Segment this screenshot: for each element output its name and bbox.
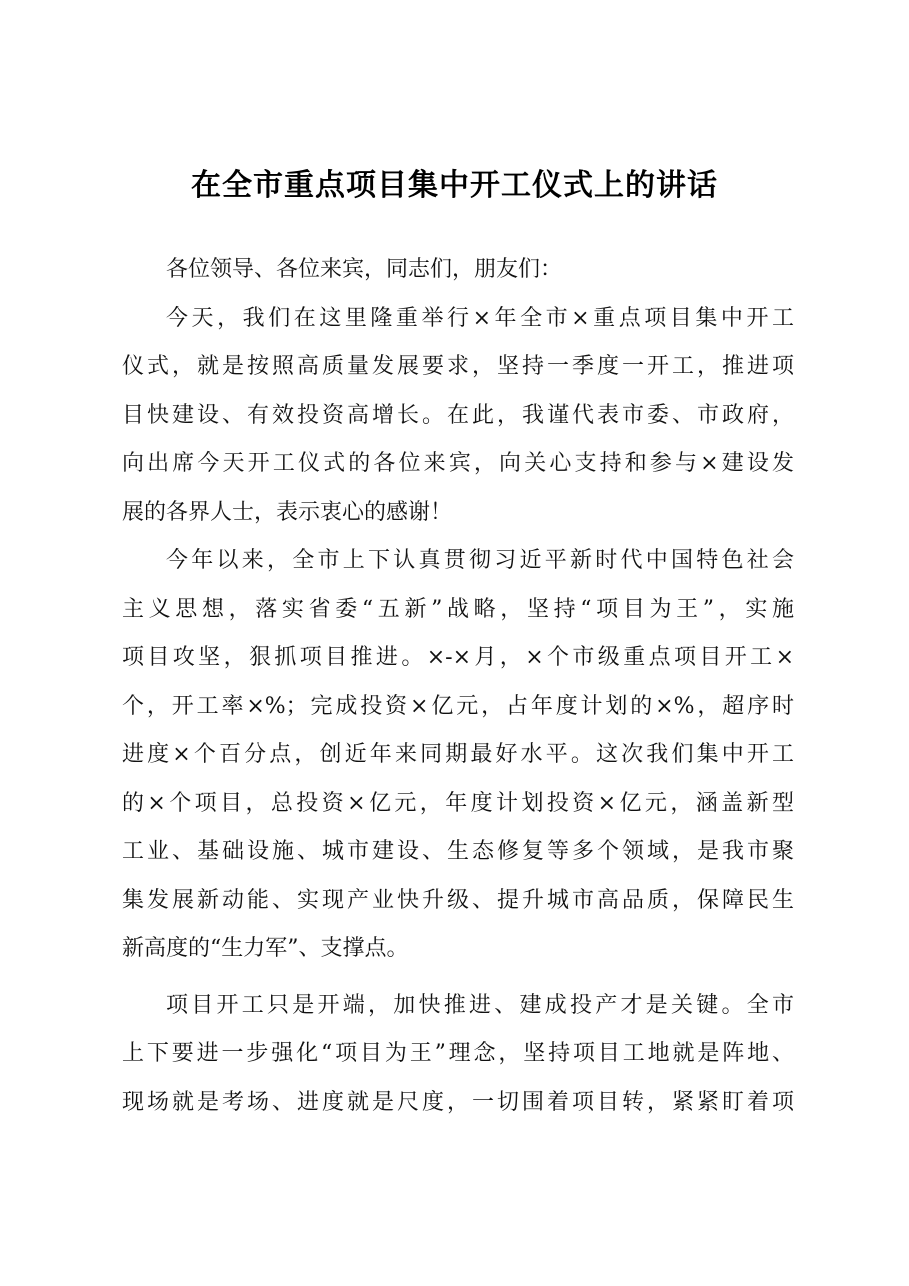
paragraph-line: 目快建设、有效投资高增长。在此，我谨代表市委、市政府， — [122, 402, 794, 428]
paragraph-line: 新高度的“生力军”、支撑点。 — [122, 936, 409, 961]
paragraph-line: 今年以来，全市上下认真贯彻习近平新时代中国特色社会 — [166, 548, 794, 573]
paragraph-line: 的×个项目，总投资×亿元，年度计划投资×亿元，涵盖新型 — [122, 790, 794, 816]
document-body — [122, 254, 794, 1135]
paragraph-2 — [122, 545, 794, 982]
paragraph-3 — [122, 990, 794, 1136]
paragraph-spacer — [122, 982, 794, 990]
paragraph-line: 工业、基础设施、城市建设、生态修复等多个领域，是我市聚 — [122, 839, 794, 864]
paragraph-line: 仪式，就是按照高质量发展要求，坚持一季度一开工，推进项 — [122, 354, 794, 379]
paragraph-line: 进度×个百分点，创近年来同期最好水平。这次我们集中开工 — [122, 742, 794, 767]
paragraph-line: 今天，我们在这里隆重举行×年全市×重点项目集中开工 — [166, 305, 794, 331]
paragraph-line: 主义思想，落实省委“五新”战略，坚持“项目为王”，实施 — [122, 596, 794, 622]
document-title: 在全市重点项目集中开工仪式上的讲话 — [191, 168, 718, 203]
paragraph-line: 向出席今天开工仪式的各位来宾，向关心支持和参与×建设发 — [122, 451, 794, 476]
paragraph-line: 集发展新动能、实现产业快升级、提升城市高品质，保障民生 — [122, 887, 794, 913]
salutation: 各位领导、各位来宾，同志们，朋友们： — [166, 257, 563, 282]
paragraph-line: 上下要进一步强化“项目为王”理念，坚持项目工地就是阵地、 — [122, 1041, 794, 1066]
paragraph-line: 项目开工只是开端，加快推进、建成投产才是关键。全市 — [166, 992, 794, 1018]
paragraph-line: 现场就是考场、进度就是尺度，一切围着项目转，紧紧盯着项 — [122, 1089, 794, 1115]
paragraph-line: 个，开工率×%；完成投资×亿元，占年度计划的×%，超序时 — [122, 693, 794, 719]
paragraph-1 — [122, 303, 794, 546]
paragraph-line: 项目攻坚，狠抓项目推进。×-×月，×个市级重点项目开工× — [122, 645, 794, 670]
paragraph-line: 展的各界人士，表示衷心的感谢！ — [122, 499, 453, 525]
